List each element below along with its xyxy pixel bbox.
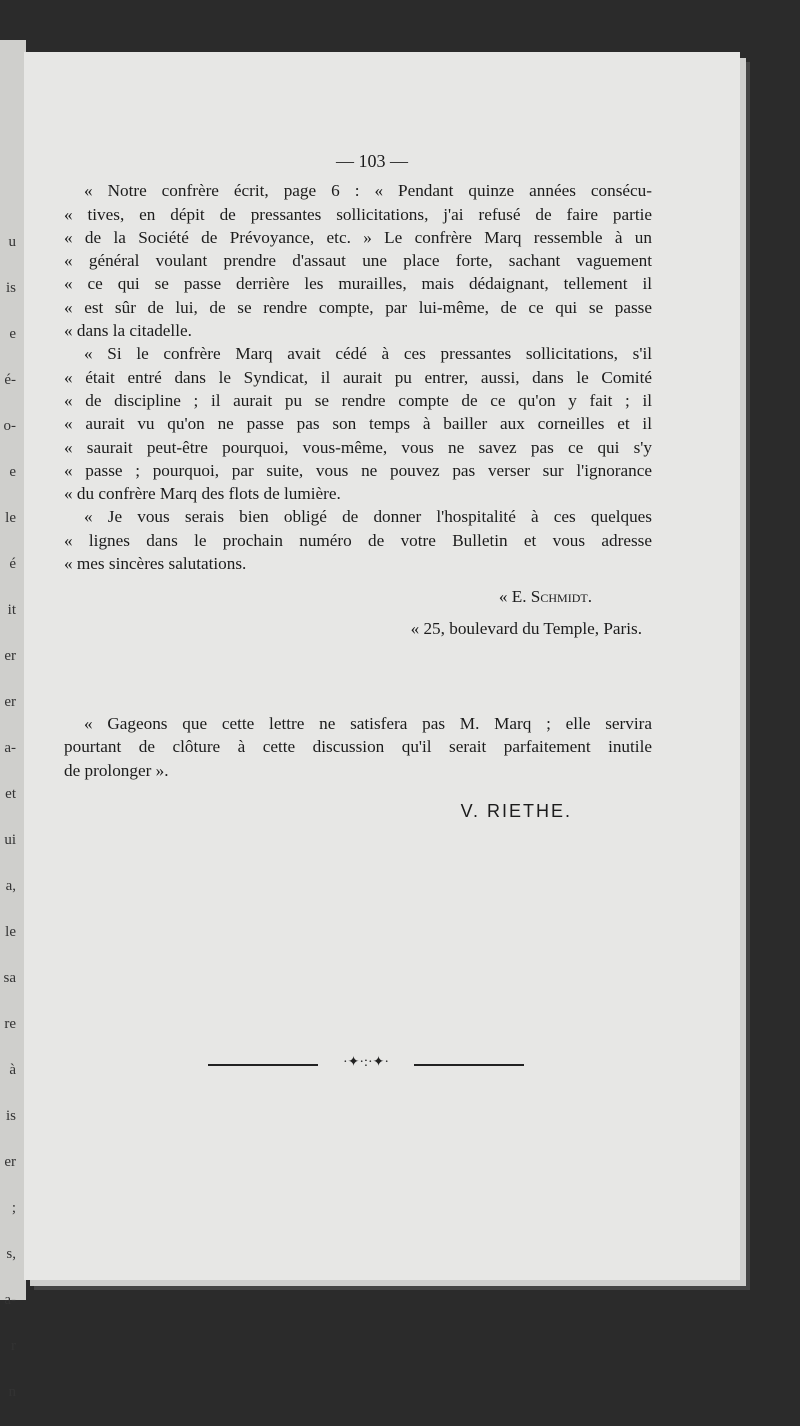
text-line: « saurait peut-être pourquoi, vous-même, vous ne savez pas ce qui s'y bbox=[64, 437, 652, 457]
document-page bbox=[24, 52, 740, 1280]
left-fragment: r bbox=[11, 1338, 16, 1354]
left-fragment: is bbox=[5, 1108, 16, 1124]
left-fragment: a- bbox=[4, 1292, 16, 1308]
text-line: « Je vous serais bien obligé de donner l'hospitalité à ces quelques bbox=[84, 507, 652, 527]
left-fragment: n bbox=[8, 1384, 16, 1400]
text-line: « lignes dans le prochain numéro de votre Bulletin et vous adresse bbox=[64, 530, 652, 550]
left-fragment: er bbox=[4, 1154, 16, 1170]
left-page-edge bbox=[0, 40, 26, 1400]
left-fragment: re bbox=[4, 1016, 16, 1032]
left-fragment: ui bbox=[4, 832, 16, 848]
left-fragment: à bbox=[9, 1062, 16, 1078]
divider-line-left bbox=[208, 1064, 318, 1066]
ornamental-divider bbox=[208, 1055, 524, 1070]
left-fragment: er bbox=[4, 694, 16, 710]
text-line: « Si le confrère Marq avait cédé à ces pressantes sollicitations, s'il bbox=[84, 344, 652, 364]
text-line: de prolonger ». bbox=[64, 760, 169, 780]
author-signature: V. RIETHE. bbox=[460, 800, 572, 821]
left-fragment: a, bbox=[5, 878, 16, 894]
left-fragment: et bbox=[5, 786, 16, 802]
signoff-name: Schmidt. bbox=[530, 587, 592, 607]
text-line: « Gageons que cette lettre ne satisfera pas M. Marq ; elle servira bbox=[84, 713, 652, 733]
left-fragment: ; bbox=[11, 1200, 16, 1216]
left-fragment: o- bbox=[3, 418, 16, 434]
spacer bbox=[64, 640, 652, 712]
text-line: « ce qui se passe derrière les murailles, mais dédaignant, tellement il bbox=[64, 274, 652, 294]
left-page-text-fragments bbox=[0, 230, 16, 1426]
left-fragment: s, bbox=[6, 1246, 16, 1262]
left-fragment: er bbox=[4, 648, 16, 664]
closing-paragraph bbox=[64, 712, 652, 782]
paragraph-2 bbox=[64, 342, 652, 505]
left-fragment: le bbox=[5, 510, 16, 526]
text-line: « était entré dans le Syndicat, il aurait pu entrer, aussi, dans le Comité bbox=[64, 367, 652, 387]
text-line: « de la Société de Prévoyance, etc. » Le confrère Marq ressemble à un bbox=[64, 227, 652, 247]
signoff-prefix: « E. bbox=[498, 587, 527, 607]
text-line: « tives, en dépit de pressantes sollicitations, j'ai refusé de faire partie bbox=[64, 204, 652, 224]
text-line: pourtant de clôture à cette discussion qu'il serait parfaitement inutile bbox=[64, 737, 652, 757]
text-line: « dans la citadelle. bbox=[64, 321, 192, 341]
divider-line-right bbox=[414, 1064, 524, 1066]
text-line: « Notre confrère écrit, page 6 : « Pendant quinze années consécu- bbox=[84, 181, 652, 201]
page-content bbox=[64, 150, 652, 823]
letter-signoff-address: « 25, boulevard du Temple, Paris. bbox=[410, 618, 642, 638]
left-fragment: it bbox=[7, 602, 16, 618]
left-fragment: u bbox=[8, 234, 16, 250]
paragraph-1 bbox=[64, 179, 652, 342]
paragraph-3 bbox=[64, 505, 652, 575]
left-fragment: é bbox=[9, 556, 16, 572]
left-fragment: é- bbox=[4, 372, 16, 388]
text-line: « aurait vu qu'on ne passe pas son temps à bailler aux corneilles et il bbox=[64, 414, 652, 434]
letter-signoff-name bbox=[64, 585, 652, 608]
left-fragment: le bbox=[5, 924, 16, 940]
left-fragment: sa bbox=[3, 970, 16, 986]
divider-ornament: ·✦·:·✦· bbox=[343, 1055, 389, 1070]
left-fragment: a- bbox=[4, 740, 16, 756]
page-number: — 103 — bbox=[336, 151, 408, 171]
text-line: « passe ; pourquoi, par suite, vous ne pouvez pas verser sur l'ignorance bbox=[64, 460, 652, 480]
text-line: « de discipline ; il aurait pu se rendre compte de ce qu'on y fait ; il bbox=[64, 390, 652, 410]
left-fragment: e bbox=[9, 326, 16, 342]
left-fragment: e bbox=[9, 464, 16, 480]
text-line: « du confrère Marq des flots de lumière. bbox=[64, 484, 341, 504]
left-fragment: is bbox=[5, 280, 16, 296]
text-line: « est sûr de lui, de se rendre compte, par lui-même, de ce qui se passe bbox=[64, 297, 652, 317]
text-line: « général voulant prendre d'assaut une place forte, sachant vaguement bbox=[64, 251, 652, 271]
text-line: « mes sincères salutations. bbox=[64, 554, 247, 574]
